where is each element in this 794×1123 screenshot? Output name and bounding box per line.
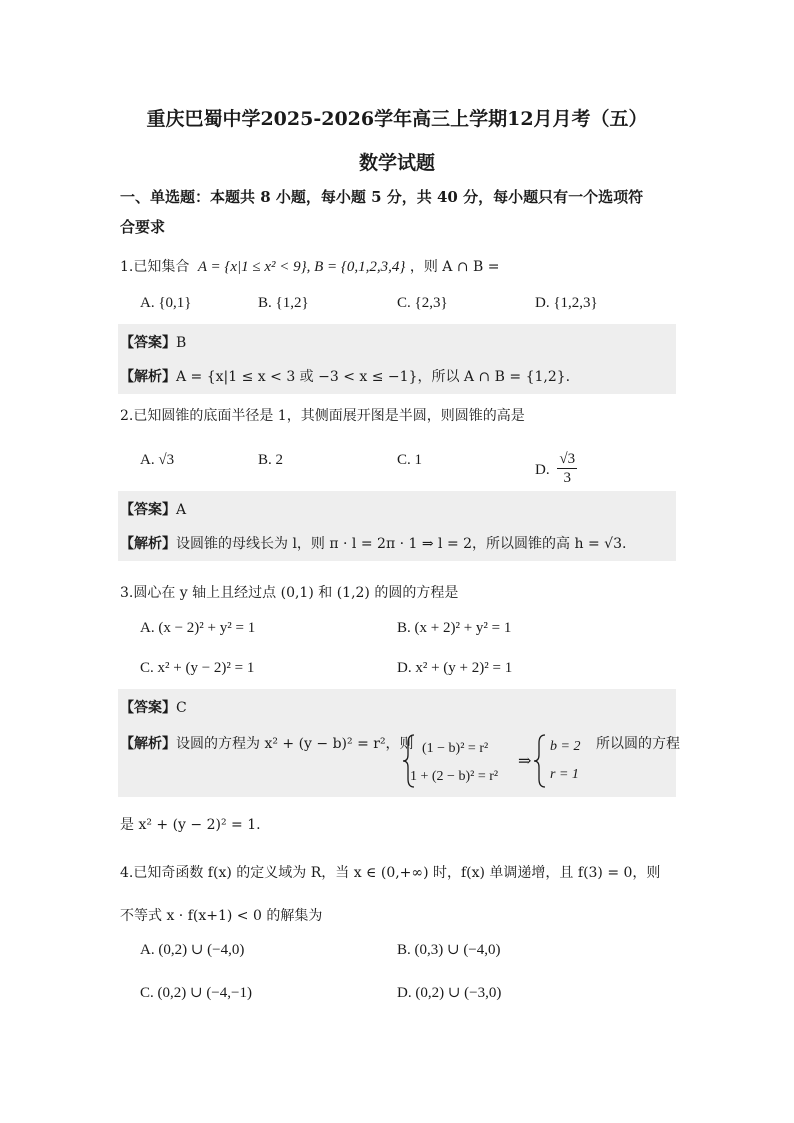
q2-option-d-fraction [557,450,577,487]
answer-label: 【答案】 [120,335,176,351]
question-1-stem [120,256,500,276]
q3-option-a: A. (x − 2)² + y² = 1 [140,620,256,636]
q3-analysis-suffix: 所以圆的方程 [596,736,680,752]
q2-answer-box [118,491,676,561]
q2-option-a: A. √3 [140,452,175,468]
q1-analysis [120,366,570,386]
q1-option-b: B. {1,2} [258,295,309,311]
q3-analysis-continued: 是 x² + (y − 2)² = 1. [120,817,261,833]
q2-option-d [535,452,577,489]
answer-label: 【答案】 [120,502,176,518]
page-title: 重庆巴蜀中学2025-2026学年高三上学期12月月考（五） [146,108,648,130]
q3-analysis [120,733,414,753]
q1-analysis-text: A = {x|1 ≤ x < 3 或 −3 < x ≤ −1}，所以 A ∩ B = {1,2}. [176,369,571,385]
analysis-label: 【解析】 [120,536,176,552]
left-brace-2 [532,733,548,789]
q2-analysis-text: 设圆锥的母线长为 l，则 π · l = 2π · 1 ⇒ l = 2，所以圆锥的高 h = √3. [176,536,627,552]
q1-answer-box [118,324,676,394]
section-header-line2: 合要求 [120,218,166,236]
q3-system1-line2: 1 + (2 − b)² = r² [410,769,499,784]
q2-option-c: C. 1 [397,452,423,468]
section-header-line1: 一、单选题：本题共 8 小题，每小题 5 分，共 40 分，每小题只有一个选项符 [120,188,644,206]
q3-answer [120,697,187,717]
question-4-stem-line2: 不等式 x · f(x+1) < 0 的解集为 [120,908,323,924]
q3-answer-box [118,689,680,797]
q2-answer [120,499,186,519]
q4-option-d: D. (0,2) ∪ (−3,0) [397,985,502,1001]
q2-option-b: B. 2 [258,452,284,468]
q1-stem-suffix: ，则 A ∩ B = [409,259,500,275]
q3-answer-value: C [176,700,187,716]
q1-option-c: C. {2,3} [397,295,448,311]
q3-option-c: C. x² + (y − 2)² = 1 [140,660,255,676]
q4-option-b: B. (0,3) ∪ (−4,0) [397,942,501,958]
q1-option-a: A. {0,1} [140,295,192,311]
q1-answer [120,332,186,352]
answer-label: 【答案】 [120,700,176,716]
q1-option-d: D. {1,2,3} [535,295,598,311]
question-3-stem: 3.圆心在 y 轴上且经过点 (0,1) 和 (1,2) 的圆的方程是 [120,585,459,601]
q4-option-c: C. (0,2) ∪ (−4,−1) [140,985,252,1001]
q1-stem-prefix: 1.已知集合 [120,259,190,275]
q3-implies: ⇒ [518,753,532,770]
q4-option-a: A. (0,2) ∪ (−4,0) [140,942,245,958]
q1-stem-math: A = {x|1 ≤ x² < 9}, B = {0,1,2,3,4} [197,259,406,275]
fraction-numerator: √3 [559,451,576,467]
q2-analysis [120,533,626,553]
q3-option-b: B. (x + 2)² + y² = 1 [397,620,512,636]
q3-analysis-prefix: 设圆的方程为 x² + (y − b)² = r²，则 [176,736,414,752]
q3-option-d: D. x² + (y + 2)² = 1 [397,660,513,676]
q2-option-d-prefix: D. [535,461,550,478]
q1-answer-value: B [176,335,187,351]
q3-system2-line1: b = 2 [550,739,581,754]
question-4-stem-line1: 4.已知奇函数 f(x) 的定义域为 R，当 x ∈ (0,+∞) 时，f(x) 单调递增，且 f(3) = 0，则 [120,865,661,881]
analysis-label: 【解析】 [120,369,176,385]
q3-system2-line2: r = 1 [550,767,579,782]
fraction-denominator: 3 [563,470,571,486]
page-subtitle: 数学试题 [358,152,435,174]
analysis-label: 【解析】 [120,736,176,752]
q2-answer-value: A [176,502,187,518]
question-2-stem: 2.已知圆锥的底面半径是 1，其侧面展开图是半圆，则圆锥的高是 [120,408,525,424]
q3-system1-line1: (1 − b)² = r² [422,741,489,756]
